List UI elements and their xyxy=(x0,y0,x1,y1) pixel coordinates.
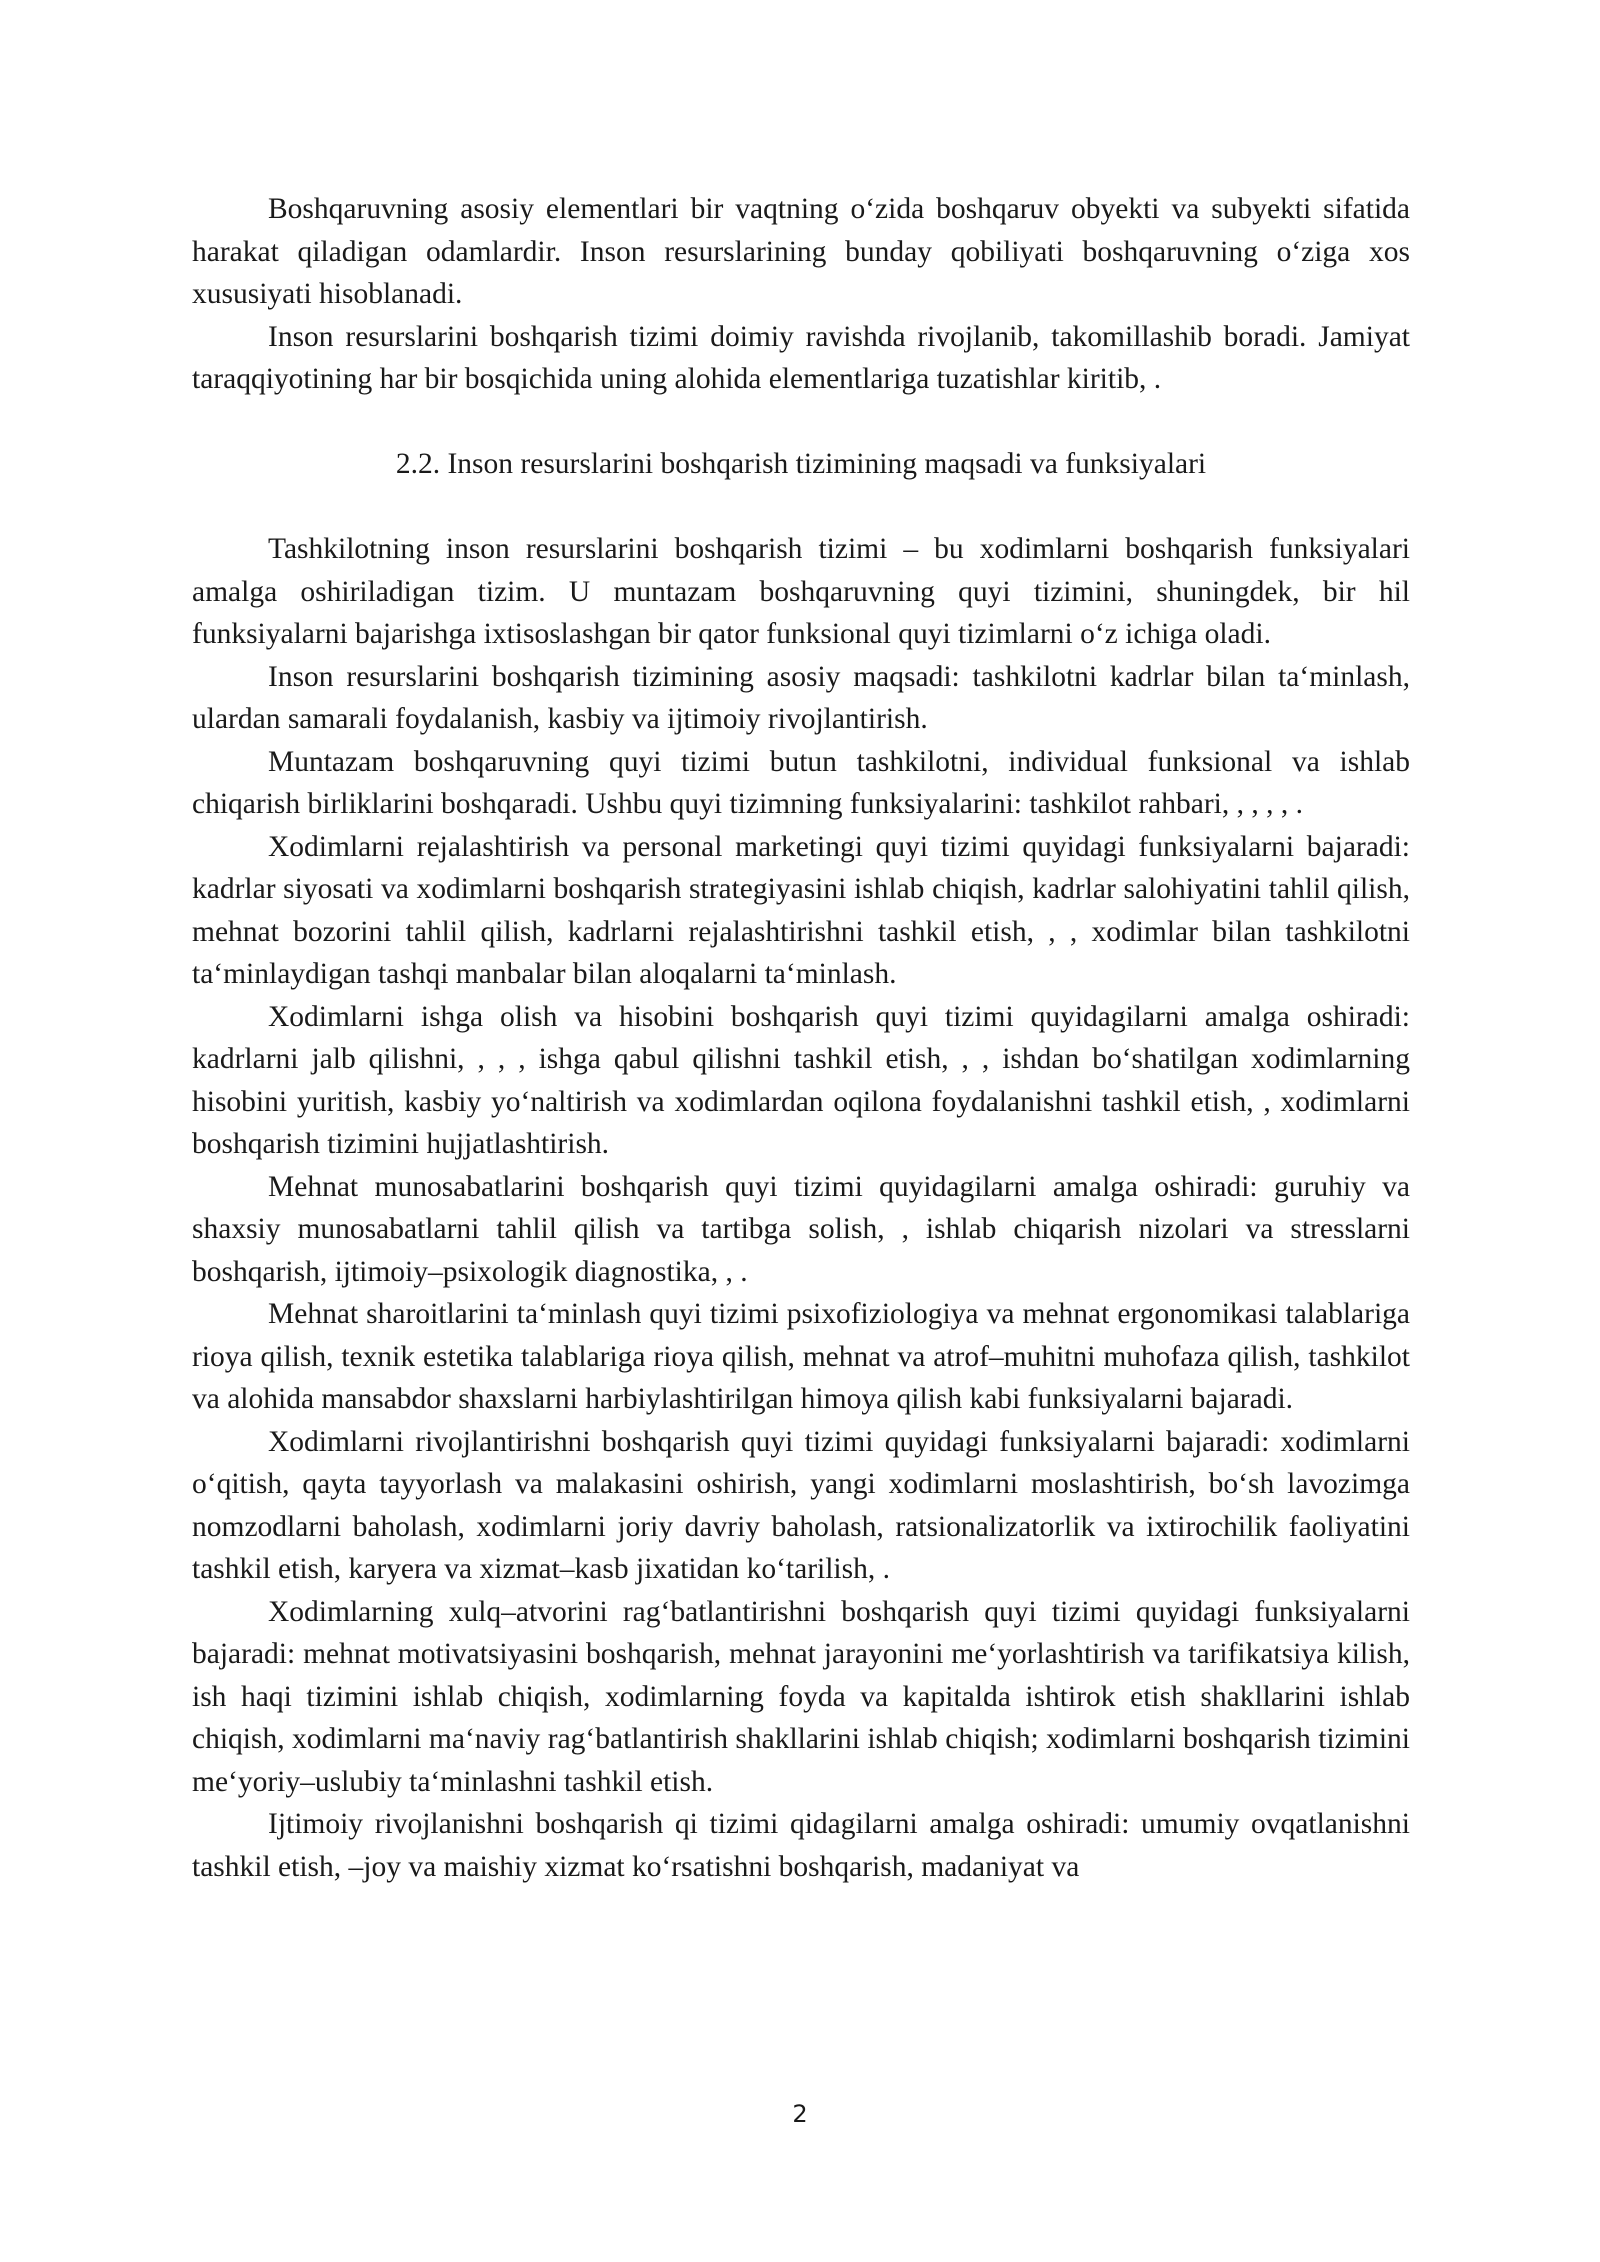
paragraph: Mehnat sharoitlarini ta‘minlash quyi tizimi psixofiziologiya va mehnat ergonomikasi talablariga rioya qilish, texnik estetika talablariga rioya qilish, mehnat va atrof–muhitni muhofaza qilish, tashkilot va alohida mansabdor shaxslarni harbiylashtirilgan himoya qilish kabi funksiyalarni bajaradi. xyxy=(192,1298,1410,1415)
section-heading: 2.2. Inson resurslarini boshqarish tizimining maqsadi va funksiyalari xyxy=(395,447,1207,480)
paragraph: Xodimlarni rejalashtirish va personal marketingi quyi tizimi quyidagi funksiyalarni bajaradi: kadrlar siyosati va xodimlarni boshqarish strategiyasini ishlab chiqish, kadrlar salohiyatini tahlil qilish, mehnat bozorini tahlil qilish, kadrlarni rejalashtirishni tashkil etish, , , xodimlar bilan tashkilotni ta‘minlaydigan tashqi manbalar bilan aloqalarni ta‘minlash. xyxy=(192,830,1410,990)
paragraph: Inson resurslarini boshqarish tizimining asosiy maqsadi: tashkilotni kadrlar bilan ta‘minlash, ulardan samarali foydalanish, kasbiy va ijtimoiy rivojlantirish. xyxy=(192,660,1410,735)
paragraph: Xodimlarni ishga olish va hisobini boshqarish quyi tizimi quyidagilarni amalga oshiradi: kadrlarni jalb qilishni, , , , ishga qabul qilishni tashkil etish, , , ishdan bo‘shatilgan xodimlarning hisobini yuritish, kasbiy yo‘naltirish va xodimlardan oqilona foydalanishni tashkil etish, , xodimlarni boshqarish tizimini hujjatlashtirish. xyxy=(192,1000,1410,1160)
paragraph: Ijtimoiy rivojlanishni boshqarish qi tizimi qidagilarni amalga oshiradi: umumiy ovqatlanishni tashkil etish, –joy va maishiy xizmat ko‘rsatishni boshqarish, madaniyat va xyxy=(192,1808,1410,1883)
paragraph: Xodimlarning xulq–atvorini rag‘batlantirishni boshqarish quyi tizimi quyidagi funksiyalarni bajaradi: mehnat motivatsiyasini boshqarish, mehnat jarayonini me‘yorlashtirish va tarifikatsiya kilish, ish haqi tizimini ishlab chiqish, xodimlarning foyda va kapitalda ishtirok etish shakllarini ishlab chiqish, xodimlarni ma‘naviy rag‘batlantirish shakllarini ishlab chiqish; xodimlarni boshqarish tizimini me‘yoriy–uslubiy ta‘minlashni tashkil etish. xyxy=(192,1595,1410,1798)
paragraph: Inson resurslarini boshqarish tizimi doimiy ravishda rivojlanib, takomillashib boradi. Jamiyat taraqqiyotining har bir bosqichida uning alohida elementlariga tuzatishlar kiritib, . xyxy=(192,320,1410,395)
paragraph: Tashkilotning inson resurslarini boshqarish tizimi – bu xodimlarni boshqarish funksiyalari amalga oshiriladigan tizim. U muntazam boshqaruvning quyi tizimini, shuningdek, bir hil funksiyalarni bajarishga ixtisoslashgan bir qator funksional quyi tizimlarni o‘z ichiga oladi. xyxy=(192,533,1410,650)
paragraph: Muntazam boshqaruvning quyi tizimi butun tashkilotni, individual funksional va ishlab chiqarish birliklarini boshqaradi. Ushbu quyi tizimning funksiyalarini: tashkilot rahbari, , , , , . xyxy=(192,745,1410,820)
document-page xyxy=(192,188,1410,1888)
paragraph: Boshqaruvning asosiy elementlari bir vaqtning o‘zida boshqaruv obyekti va subyekti sifatida harakat qiladigan odamlardir. Inson resurslarining bunday qobiliyati boshqaruvning o‘ziga xos xususiyati hisoblanadi. xyxy=(192,193,1410,310)
paragraph: Xodimlarni rivojlantirishni boshqarish quyi tizimi quyidagi funksiyalarni bajaradi: xodimlarni o‘qitish, qayta tayyorlash va malakasini oshirish, yangi xodimlarni moslashtirish, bo‘sh lavozimga nomzodlarni baholash, xodimlarni joriy davriy baholash, ratsionalizatorlik va ixtirochilik faoliyatini tashkil etish, karyera va xizmat–kasb jixatidan ko‘tarilish, . xyxy=(192,1425,1410,1585)
page-number: 2 xyxy=(792,2100,808,2128)
paragraph: Mehnat munosabatlarini boshqarish quyi tizimi quyidagilarni amalga oshiradi: guruhiy va shaxsiy munosabatlarni tahlil qilish va tartibga solish, , ishlab chiqarish nizolari va stresslarni boshqarish, ijtimoiy–psixologik diagnostika, , . xyxy=(192,1170,1410,1288)
